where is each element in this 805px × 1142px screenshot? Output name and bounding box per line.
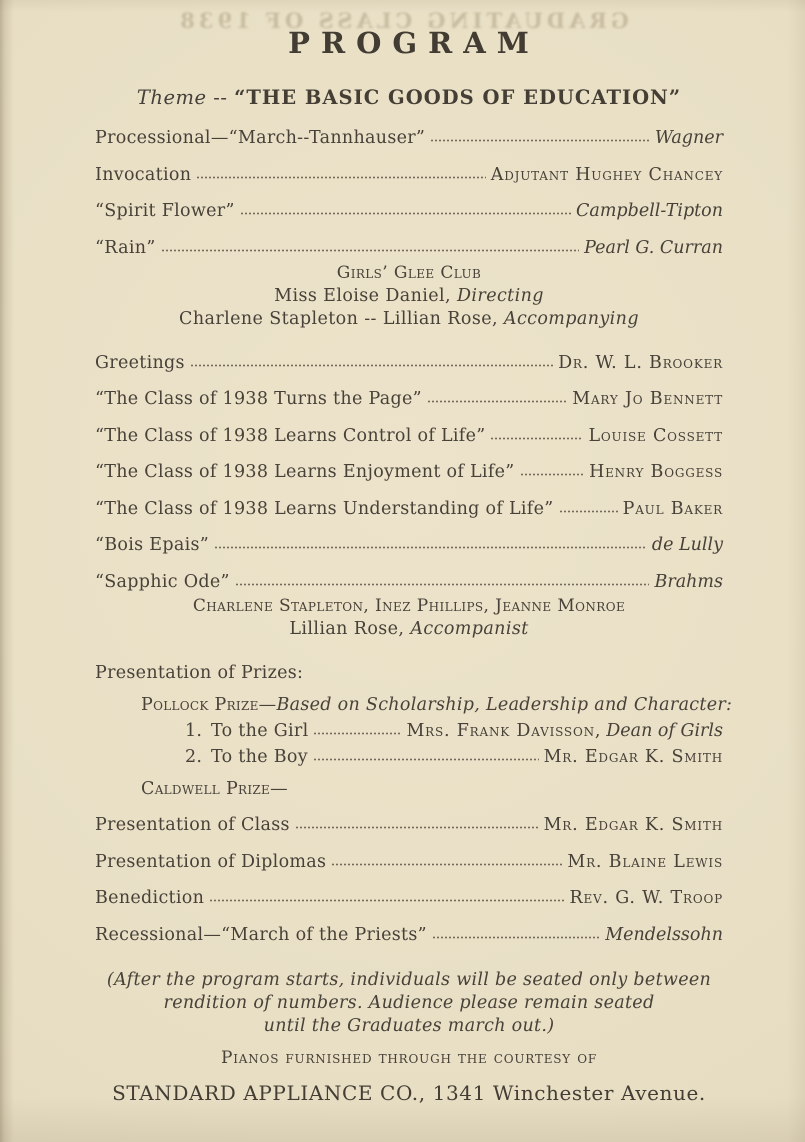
item-credit: Mrs. Frank Davisson, bbox=[406, 720, 602, 741]
item-credit: Henry Boggess bbox=[589, 462, 723, 482]
trio-line: Charlene Stapleton, Inez Phillips, Jeanne Monroe bbox=[192, 595, 626, 616]
accompanist-names: Charlene Stapleton -- Lillian Rose, bbox=[179, 308, 498, 329]
item-label: “The Class of 1938 Learns Control of Life” bbox=[95, 425, 486, 446]
item-credit: Mr. Edgar K. Smith bbox=[543, 746, 723, 767]
item-label: “Spirit Flower” bbox=[95, 201, 235, 221]
item-label: “The Class of 1938 Learns Understanding of Life” bbox=[95, 498, 554, 519]
dotted-leader bbox=[235, 572, 650, 592]
dotted-leader bbox=[190, 353, 553, 373]
item-label: Recessional—“March of the Priests” bbox=[95, 924, 427, 945]
item-credit: de Lully bbox=[651, 535, 723, 555]
dotted-leader bbox=[490, 426, 583, 446]
dotted-leader bbox=[240, 201, 571, 221]
glee-club-line: Girls’ Glee Club bbox=[336, 262, 482, 283]
dotted-leader bbox=[427, 389, 567, 409]
theme-label: Theme bbox=[136, 86, 207, 109]
theme-title: “THE BASIC GOODS OF EDUCATION” bbox=[234, 86, 682, 109]
item-label: To the Boy bbox=[211, 746, 308, 767]
item-label: Greetings bbox=[95, 352, 185, 373]
item-label: Benediction bbox=[95, 888, 205, 908]
dotted-leader bbox=[313, 747, 539, 767]
accompanying-line bbox=[95, 309, 723, 329]
dotted-leader bbox=[161, 238, 580, 258]
list-number: 1. bbox=[185, 720, 203, 741]
director-names: Miss Eloise Daniel, bbox=[274, 285, 452, 306]
program-line-bois-epais bbox=[95, 535, 723, 555]
prize-boy-line bbox=[95, 747, 723, 767]
list-number: 2. bbox=[185, 746, 203, 767]
item-credit: Mary Jo Bennett bbox=[572, 389, 723, 409]
item-credit: Dr. W. L. Brooker bbox=[558, 352, 723, 373]
prize-girl-line bbox=[95, 721, 723, 741]
item-label: Presentation of Diplomas bbox=[95, 851, 327, 872]
section-label: Presentation of Prizes: bbox=[95, 662, 304, 683]
theme-line bbox=[95, 86, 723, 109]
program-line-processional bbox=[95, 128, 723, 148]
program-line-benediction bbox=[95, 888, 723, 908]
prize-name: Caldwell Prize— bbox=[141, 778, 288, 799]
prizes-heading bbox=[95, 663, 723, 683]
dotted-leader bbox=[520, 462, 585, 482]
item-credit: Brahms bbox=[654, 571, 723, 592]
note-line-3: until the Graduates march out.) bbox=[263, 1015, 555, 1036]
item-credit: Wagner bbox=[654, 128, 723, 148]
item-credit: Louise Cossett bbox=[588, 425, 723, 446]
accompanist-role: Accompanying bbox=[503, 308, 639, 329]
dotted-leader bbox=[331, 852, 562, 872]
audience-note bbox=[95, 969, 723, 1038]
credit-title: Dean of Girls bbox=[606, 720, 723, 741]
item-credit: Mr. Edgar K. Smith bbox=[543, 815, 723, 835]
item-credit: Pearl G. Curran bbox=[584, 237, 723, 258]
item-credit: Mendelssohn bbox=[605, 924, 723, 945]
pollock-prize-line bbox=[95, 694, 733, 715]
directing-line bbox=[95, 286, 723, 306]
program-line-presentation-diplomas bbox=[95, 852, 723, 872]
program-line-sapphic-ode bbox=[95, 572, 723, 592]
item-credit: Paul Baker bbox=[622, 498, 723, 519]
page-title: PROGRAM bbox=[288, 26, 540, 60]
dotted-leader bbox=[214, 535, 647, 555]
caldwell-prize-line bbox=[95, 779, 723, 799]
item-label: Processional—“March--Tannhauser” bbox=[95, 128, 426, 148]
item-credit: Rev. G. W. Troop bbox=[569, 888, 723, 908]
item-label: “Bois Epais” bbox=[95, 535, 210, 555]
dotted-leader bbox=[559, 499, 618, 519]
item-label: “The Class of 1938 Turns the Page” bbox=[95, 389, 422, 409]
dotted-leader bbox=[196, 165, 486, 185]
prize-description: Based on Scholarship, Leadership and Character: bbox=[276, 694, 733, 715]
dotted-leader bbox=[432, 925, 600, 945]
ghost-showthrough-text: GRADUATING CLASS OF 1938 bbox=[176, 8, 629, 33]
theme-dash: -- bbox=[213, 86, 228, 109]
item-label: “Sapphic Ode” bbox=[95, 571, 230, 592]
program-line-class-4 bbox=[95, 499, 723, 519]
program-line-invocation bbox=[95, 165, 723, 185]
program-line-class-1 bbox=[95, 389, 723, 409]
item-label: “Rain” bbox=[95, 237, 156, 258]
dotted-leader bbox=[209, 888, 564, 908]
note-line-2: rendition of numbers. Audience please remain seated bbox=[163, 992, 655, 1013]
program-line-spirit-flower bbox=[95, 201, 723, 221]
program-line-greetings bbox=[95, 353, 723, 373]
dotted-leader bbox=[295, 815, 539, 835]
note-line-1: (After the program starts, individuals will be seated only between bbox=[106, 969, 712, 990]
item-credit: Adjutant Hughey Chancey bbox=[490, 164, 723, 185]
program-line-class-2 bbox=[95, 426, 723, 446]
sponsor-line: STANDARD APPLIANCE CO., 1341 Winchester Avenue. bbox=[112, 1080, 706, 1105]
item-credit: Mr. Blaine Lewis bbox=[567, 851, 723, 872]
item-credit: Campbell-Tipton bbox=[576, 201, 723, 221]
program-line-rain bbox=[95, 238, 723, 258]
program-line-class-3 bbox=[95, 462, 723, 482]
program-line-presentation-class bbox=[95, 815, 723, 835]
program-line-recessional bbox=[95, 925, 723, 945]
pianos-courtesy-line: Pianos furnished through the courtesy of bbox=[221, 1047, 597, 1068]
director-role: Directing bbox=[457, 285, 544, 306]
accompanist-name: Lillian Rose, bbox=[289, 618, 405, 639]
item-label: “The Class of 1938 Learns Enjoyment of Life” bbox=[95, 462, 515, 482]
item-label: Invocation bbox=[95, 164, 192, 185]
item-label: Presentation of Class bbox=[95, 815, 290, 835]
dotted-leader bbox=[430, 128, 650, 148]
item-label: To the Girl bbox=[211, 720, 309, 741]
accompanist-line bbox=[95, 619, 723, 639]
dotted-leader bbox=[313, 721, 401, 741]
accompanist-role: Accompanist bbox=[410, 618, 529, 639]
prize-name: Pollock Prize— bbox=[141, 694, 277, 715]
